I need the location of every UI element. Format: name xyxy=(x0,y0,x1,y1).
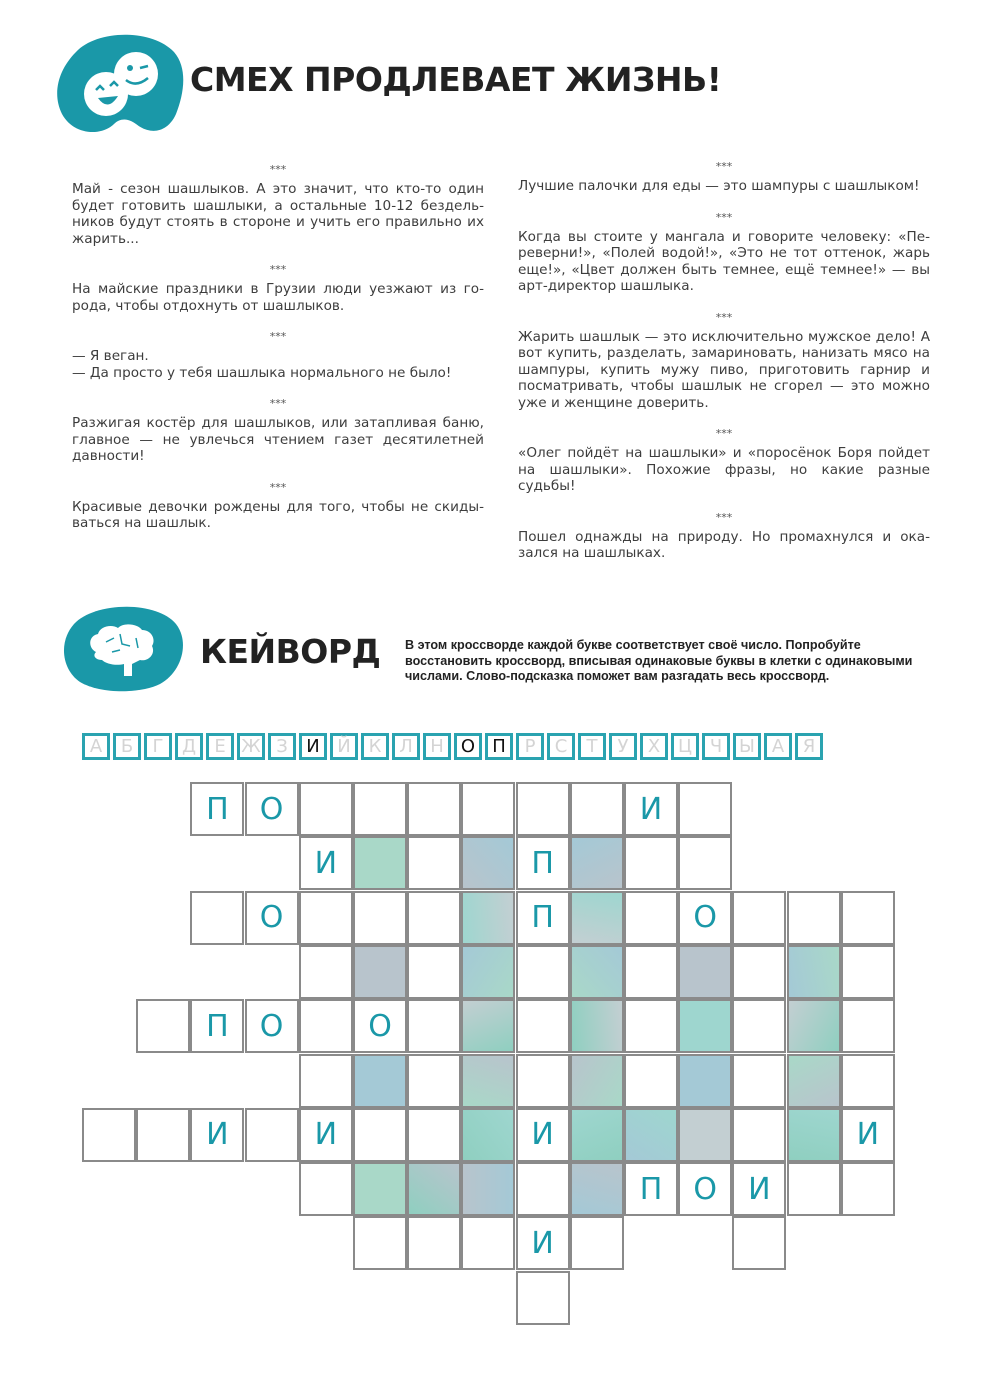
grid-cell[interactable] xyxy=(787,1162,841,1216)
alphabet-cell[interactable]: Ж xyxy=(237,733,265,760)
alphabet-cell[interactable]: Д xyxy=(175,733,203,760)
grid-block xyxy=(570,1108,624,1162)
grid-cell[interactable] xyxy=(516,1162,570,1216)
grid-cell[interactable]: И xyxy=(516,1216,570,1270)
alphabet-cell[interactable]: А xyxy=(764,733,792,760)
grid-cell[interactable]: П xyxy=(190,782,244,836)
alphabet-cell[interactable]: К xyxy=(361,733,389,760)
grid-cell[interactable] xyxy=(353,891,407,945)
grid-block xyxy=(624,1108,678,1162)
grid-cell[interactable]: И xyxy=(299,1108,353,1162)
joke-text: Красивые девочки рождены для того, чтобы не скиды-ваться на шашлык. xyxy=(72,498,484,531)
grid-cell[interactable] xyxy=(407,891,461,945)
grid-cell[interactable] xyxy=(624,999,678,1053)
grid-cell[interactable] xyxy=(841,1162,895,1216)
grid-cell[interactable] xyxy=(678,782,732,836)
grid-block xyxy=(678,999,732,1053)
grid-block xyxy=(461,1054,515,1108)
grid-cell[interactable]: И xyxy=(299,836,353,890)
alphabet-cell[interactable]: Ц xyxy=(671,733,699,760)
grid-block xyxy=(570,836,624,890)
grid-cell[interactable] xyxy=(732,891,786,945)
alphabet-cell[interactable]: З xyxy=(268,733,296,760)
grid-cell[interactable]: И xyxy=(624,782,678,836)
alphabet-cell[interactable]: Г xyxy=(144,733,172,760)
grid-cell[interactable] xyxy=(841,999,895,1053)
alphabet-cell[interactable]: Б xyxy=(113,733,141,760)
grid-cell[interactable]: И xyxy=(190,1108,244,1162)
grid-cell[interactable] xyxy=(516,999,570,1053)
grid-cell[interactable]: П xyxy=(190,999,244,1053)
joke-text: Разжигая костёр для шашлыков, или затапливая баню, главное — не увлечься чтением газет десятилетней давности! xyxy=(72,415,484,464)
grid-cell[interactable] xyxy=(732,1108,786,1162)
grid-block xyxy=(461,945,515,999)
joke-text: «Олег пойдёт на шашлыки» и «поросёнок Боря пойдет на шашлыки». Похожие фразы, но какие разные судьбы! xyxy=(518,445,930,494)
grid-cell[interactable] xyxy=(732,945,786,999)
grid-cell[interactable] xyxy=(841,945,895,999)
grid-cell[interactable]: О xyxy=(353,999,407,1053)
grid-block xyxy=(570,945,624,999)
grid-block xyxy=(461,891,515,945)
grid-cell[interactable] xyxy=(407,1216,461,1270)
grid-block xyxy=(353,1162,407,1216)
grid-cell[interactable] xyxy=(732,999,786,1053)
grid-block xyxy=(461,1108,515,1162)
grid-block xyxy=(787,1054,841,1108)
alphabet-cell[interactable]: С xyxy=(547,733,575,760)
grid-cell[interactable] xyxy=(678,836,732,890)
alphabet-cell[interactable]: О xyxy=(454,733,482,760)
grid-cell[interactable] xyxy=(841,1054,895,1108)
grid-cell[interactable] xyxy=(461,1216,515,1270)
grid-cell[interactable] xyxy=(407,836,461,890)
joke-text: Когда вы стоите у мангала и говорите человеку: «Пе-реверни!», «Полей водой!», «Это не тот оттенок, жарь еще!», «Цвет должен быть темнее, ещё темнее!» — вы арт-директор шашлыка. xyxy=(518,228,930,294)
joke-text: Пошел однажды на природу. Но промахнулся и ока-зался на шашлыках. xyxy=(518,528,930,561)
alphabet-cell[interactable]: И xyxy=(299,733,327,760)
grid-cell[interactable] xyxy=(190,891,244,945)
grid-cell[interactable] xyxy=(841,891,895,945)
grid-cell[interactable]: И xyxy=(516,1108,570,1162)
grid-cell[interactable] xyxy=(299,1162,353,1216)
grid-cell[interactable] xyxy=(787,891,841,945)
joke-text: Лучшие палочки для еды — это шампуры с шашлыком! xyxy=(518,178,920,194)
separator: *** xyxy=(715,160,733,173)
grid-cell[interactable] xyxy=(516,945,570,999)
grid-cell[interactable] xyxy=(299,999,353,1053)
grid-cell[interactable] xyxy=(299,891,353,945)
grid-block xyxy=(570,999,624,1053)
section-title-laughter: СМЕХ ПРОДЛЕВАЕТ ЖИЗНЬ! xyxy=(190,60,722,99)
grid-cell[interactable] xyxy=(299,945,353,999)
grid-cell[interactable] xyxy=(407,999,461,1053)
grid-cell[interactable]: О xyxy=(245,891,299,945)
grid-cell[interactable] xyxy=(516,1271,570,1325)
grid-cell[interactable] xyxy=(516,1054,570,1108)
separator: *** xyxy=(715,510,733,524)
alphabet-cell[interactable]: Р xyxy=(516,733,544,760)
grid-block xyxy=(461,1162,515,1216)
grid-block xyxy=(570,891,624,945)
grid-cell[interactable]: И xyxy=(732,1162,786,1216)
grid-cell[interactable] xyxy=(461,782,515,836)
grid-cell[interactable]: О xyxy=(678,1162,732,1216)
grid-cell[interactable] xyxy=(570,1216,624,1270)
alphabet-cell[interactable]: У xyxy=(609,733,637,760)
alphabet-cell[interactable]: Т xyxy=(578,733,606,760)
alphabet-cell[interactable]: Л xyxy=(392,733,420,760)
alphabet-cell[interactable]: А xyxy=(82,733,110,760)
grid-block xyxy=(787,1108,841,1162)
grid-cell[interactable] xyxy=(407,1054,461,1108)
joke-text: — Я веган. — Да просто у тебя шашлыка нормального не было! xyxy=(72,348,452,381)
separator: *** xyxy=(715,310,733,324)
grid-block xyxy=(461,999,515,1053)
alphabet-cell[interactable]: Ы xyxy=(733,733,761,760)
grid-cell[interactable] xyxy=(407,1108,461,1162)
grid-cell[interactable] xyxy=(516,782,570,836)
joke-text: Жарить шашлык — это исключительно мужское дело! А вот купить, разделать, замариновать, нанизать мясо на шампуры, купить мужу пиво, приготовить гарнир и посматривать, чтобы шашлык не сгорел — это можно уже и женщине доверить. xyxy=(518,328,930,411)
puzzle-instructions: В этом кроссворде каждой букве соответствует своё число. Попробуйте восстановить кроссворд, вписывая одинаковые буквы в клетки с одинаковыми числами. Слово-подсказка поможет вам разгадать весь кроссворд. xyxy=(405,638,913,683)
grid-cell[interactable] xyxy=(570,782,624,836)
grid-cell[interactable] xyxy=(299,782,353,836)
grid-block xyxy=(570,1162,624,1216)
grid-cell[interactable] xyxy=(624,945,678,999)
section-title-keyword: КЕЙВОРД xyxy=(200,632,381,671)
separator: *** xyxy=(715,427,733,440)
grid-cell[interactable] xyxy=(353,1108,407,1162)
alphabet-cell[interactable]: Я xyxy=(795,733,823,760)
grid-cell[interactable] xyxy=(407,945,461,999)
grid-block xyxy=(678,1108,732,1162)
grid-block xyxy=(678,945,732,999)
alphabet-cell[interactable]: Н xyxy=(423,733,451,760)
grid-cell[interactable] xyxy=(136,999,190,1053)
grid-cell[interactable]: О xyxy=(678,891,732,945)
joke-text: Май - сезон шашлыков. А это значит, что кто-то один будет готовить шашлыки, а остальные 10-12 бездель-ников будут стоять в стороне и учить его правильно их жарить... xyxy=(72,181,484,247)
separator: *** xyxy=(269,263,287,276)
alphabet-cell[interactable]: Й xyxy=(330,733,358,760)
grid-block xyxy=(407,1162,461,1216)
grid-cell[interactable] xyxy=(624,836,678,890)
grid-cell[interactable] xyxy=(407,782,461,836)
grid-cell[interactable]: П xyxy=(516,891,570,945)
grid-cell[interactable] xyxy=(82,1108,136,1162)
grid-cell[interactable] xyxy=(245,1108,299,1162)
grid-cell[interactable] xyxy=(624,1054,678,1108)
separator: *** xyxy=(269,330,287,343)
grid-block xyxy=(570,1054,624,1108)
separator: *** xyxy=(715,210,733,224)
grid-cell[interactable]: О xyxy=(245,782,299,836)
separator: *** xyxy=(269,480,287,494)
alphabet-cell[interactable]: Х xyxy=(640,733,668,760)
grid-block xyxy=(787,945,841,999)
alphabet-cell[interactable]: Ч xyxy=(702,733,730,760)
grid-cell[interactable] xyxy=(353,1216,407,1270)
grid-cell[interactable]: П xyxy=(516,836,570,890)
grid-cell[interactable] xyxy=(136,1108,190,1162)
grid-cell[interactable]: П xyxy=(624,1162,678,1216)
grid-block xyxy=(353,836,407,890)
grid-block xyxy=(461,836,515,890)
alphabet-cell[interactable]: Е xyxy=(206,733,234,760)
grid-block xyxy=(353,945,407,999)
grid-block xyxy=(787,999,841,1053)
grid-cell[interactable] xyxy=(624,891,678,945)
separator: *** xyxy=(269,163,287,176)
grid-cell[interactable] xyxy=(353,782,407,836)
grid-block xyxy=(678,1054,732,1108)
separator: *** xyxy=(269,397,287,410)
grid-block xyxy=(353,1054,407,1108)
grid-cell[interactable] xyxy=(732,1216,786,1270)
joke-text: На майские праздники в Грузии люди уезжают из го-рода, чтобы отдохнуть от шашлыков. xyxy=(72,281,484,314)
alphabet-cell[interactable]: П xyxy=(485,733,513,760)
grid-cell[interactable] xyxy=(299,1054,353,1108)
grid-cell[interactable]: О xyxy=(245,999,299,1053)
grid-cell[interactable]: И xyxy=(841,1108,895,1162)
grid-cell[interactable] xyxy=(732,1054,786,1108)
